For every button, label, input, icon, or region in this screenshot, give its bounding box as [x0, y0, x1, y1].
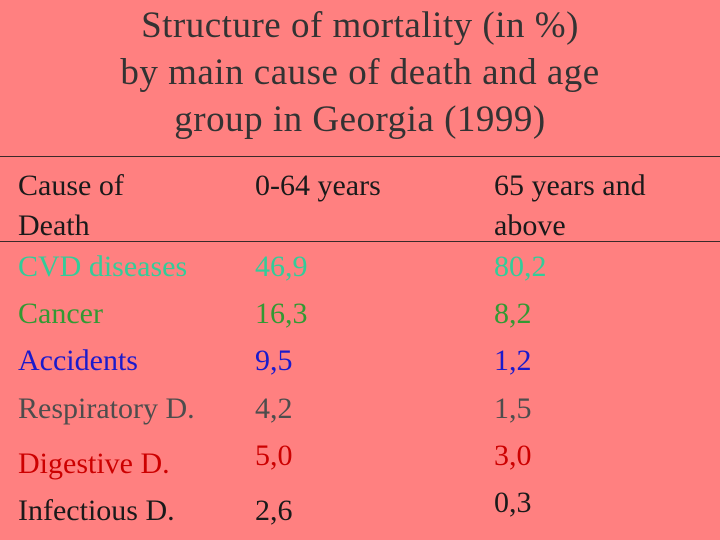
row-cause: CVD diseases [18, 250, 188, 283]
row-value-65-plus: 0,3 [494, 486, 532, 519]
row-cause: Infectious D. [18, 494, 175, 527]
row-value-0-64: 9,5 [255, 344, 293, 377]
row-cause: Accidents [18, 344, 138, 377]
row-cause: Cancer [18, 297, 103, 330]
header-cause-line-2: Death [18, 209, 90, 242]
title-line-2: by main cause of death and age [120, 52, 600, 93]
title-line-1: Structure of mortality (in %) [141, 5, 579, 46]
row-value-0-64: 4,2 [255, 392, 293, 425]
row-value-65-plus: 1,5 [494, 392, 532, 425]
row-value-0-64: 2,6 [255, 494, 293, 527]
row-value-65-plus: 1,2 [494, 344, 532, 377]
header-age-65-line-1: 65 years and [494, 169, 646, 202]
row-value-0-64: 46,9 [255, 250, 308, 283]
header-cause-line-1: Cause of [18, 169, 124, 202]
row-cause: Digestive D. [18, 447, 170, 480]
header-rule [0, 241, 720, 242]
row-value-65-plus: 80,2 [494, 250, 547, 283]
row-value-0-64: 16,3 [255, 297, 308, 330]
title-line-3: group in Georgia (1999) [174, 99, 546, 140]
top-rule [0, 156, 720, 157]
row-value-0-64: 5,0 [255, 439, 293, 472]
row-value-65-plus: 8,2 [494, 297, 532, 330]
header-age-65-line-2: above [494, 209, 566, 242]
slide-title [0, 2, 720, 143]
header-age-0-64: 0-64 years [255, 169, 381, 202]
row-cause: Respiratory D. [18, 392, 195, 425]
row-value-65-plus: 3,0 [494, 439, 532, 472]
